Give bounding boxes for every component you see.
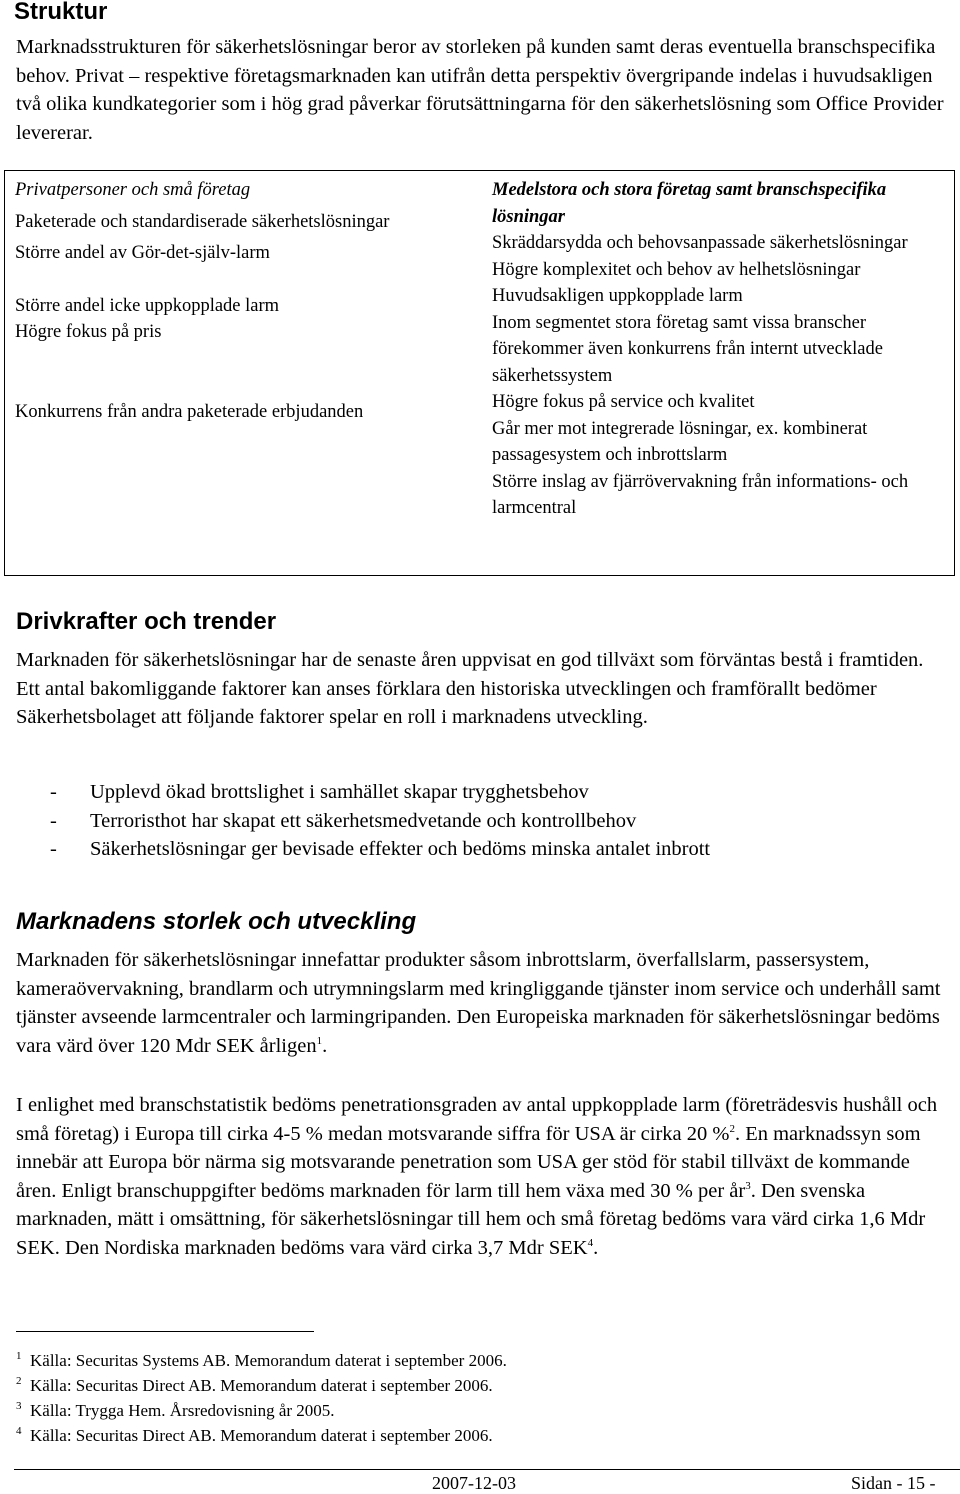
table-cell: Inom segmentet stora företag samt vissa branscher förekommer även konkurrens från internt utvecklade säkerhetssystem [492, 312, 883, 386]
table-cell: Större andel av Gör-det-själv-larm [15, 243, 270, 263]
dash-bullet: - [50, 809, 57, 832]
footnote-ref[interactable]: 2 [729, 1122, 735, 1135]
list-item-text: Terroristhot har skapat ett säkerhetsmedvetande och kontrollbehov [90, 809, 637, 832]
table-column-private [15, 177, 475, 425]
footnote [16, 1373, 507, 1398]
footnote-text: Källa: Trygga Hem. Årsredovisning år 2005. [30, 1401, 335, 1420]
table-cell: Konkurrens från andra paketerade erbjudanden [15, 401, 364, 422]
table-cell: Högre fokus på service och kvalitet [492, 392, 755, 412]
heading-marknadens-storlek: Marknadens storlek och utveckling [16, 908, 417, 935]
table-cell: Paketerade och standardiserade säkerhetslösningar [15, 211, 390, 232]
list-item [50, 778, 950, 807]
footer-page-number: Sidan - 15 - [851, 1473, 936, 1493]
dash-bullet: - [50, 838, 57, 860]
market-size-paragraph [16, 946, 951, 1060]
table-header-corporate: Medelstora och stora företag samt branschspecifika lösningar [492, 180, 887, 227]
paragraph-text: . En marknadssyn som innebär att Europa bör närma sig motsvarande penetration som USA ger stöd för stabil tillväxt de kommande åren. Enligt branschuppgifter bedöms marknaden för larm till hem växa med 30 % per år [16, 1122, 921, 1202]
footnote-divider [16, 1331, 314, 1332]
footnote-ref[interactable]: 4 [587, 1236, 594, 1249]
table-header-private: Privatpersoner och små företag [15, 180, 251, 200]
footnote-text: Källa: Securitas Direct AB. Memorandum daterat i september 2006. [30, 1426, 493, 1445]
list-item-text: Säkerhetslösningar ger bevisade effekter och bedöms minska antalet inbrott [90, 838, 711, 860]
table-cell: Skräddarsydda och behovsanpassade säkerhetslösningar [492, 233, 908, 253]
table-cell: Större inslag av fjärrövervakning från informations- och larmcentral [492, 471, 909, 518]
table-cell: Går mer mot integrerade lösningar, ex. kombinerat passagesystem och inbrottslarm [492, 418, 868, 465]
paragraph-text: . Den svenska marknaden, mätt i omsättning, för säkerhetslösningar till hem och små företag bedöms vara värd cirka 1,6 Mdr SEK. Den Nordiska marknaden bedöms vara värd cirka 3,7 Mdr SEK [16, 1179, 926, 1259]
footnote-number: 1 [16, 1350, 22, 1362]
heading-drivkrafter: Drivkrafter och trender [16, 608, 277, 635]
table-cell: Huvudsakligen uppkopplade larm [492, 286, 743, 306]
list-item [50, 807, 950, 836]
footnote-number: 3 [16, 1400, 22, 1412]
paragraph-text: . [322, 1034, 328, 1057]
list-item-text: Upplevd ökad brottslighet i samhället skapar trygghetsbehov [90, 781, 589, 803]
table-cell: Större andel icke uppkopplade larm [15, 295, 280, 316]
paragraph-text: . [593, 1236, 599, 1259]
table-cell: Högre fokus på pris [15, 322, 162, 342]
drivkrafter-paragraph: Marknaden för säkerhetslösningar har de senaste åren uppvisat en god tillväxt som förväntas bestå i framtiden. Ett antal bakomliggande faktorer kan anses förklara den historiska utvecklingen och framförallt bedömer Säkerhetsbolaget att följande faktorer spelar en roll i marknadens utveckling. [16, 649, 924, 728]
footer-date: 2007-12-03 [432, 1473, 516, 1493]
heading-struktur: Struktur [14, 0, 108, 25]
table-column-corporate [492, 177, 947, 522]
footnote [16, 1348, 507, 1373]
footnotes [16, 1348, 507, 1448]
paragraph-text: I enlighet med branschstatistik bedöms penetrationsgraden av antal uppkopplade larm (företrädesvis hushåll och små företag) i Europa till cirka 4-5 % medan motsvarande siffra för USA är cirka 20 % [16, 1094, 938, 1145]
footnote-number: 2 [16, 1375, 22, 1387]
intro-paragraph: Marknadsstrukturen för säkerhetslösningar beror av storleken på kunden samt deras eventuella branschspecifika behov. Privat – respektive företagsmarknaden kan utifrån detta perspektiv övergripande indelas i huvudsakligen två olika kundkategorier som i hög grad påverkar förutsättningarna för den säkerhetslösning som Office Provider levererar. [16, 36, 944, 144]
dash-bullet: - [50, 781, 57, 803]
footnote [16, 1398, 507, 1423]
footnote-ref[interactable]: 1 [316, 1034, 323, 1047]
penetration-paragraph [16, 1091, 951, 1262]
list-item [50, 835, 950, 864]
footnote-ref[interactable]: 3 [745, 1179, 751, 1192]
footnote [16, 1423, 507, 1448]
footer-divider [14, 1469, 960, 1470]
table-cell: Högre komplexitet och behov av helhetslösningar [492, 259, 861, 280]
paragraph-text: Marknaden för säkerhetslösningar innefattar produkter såsom inbrottslarm, överfallslarm, passersystem, kameraövervakning, brandlarm och utrymningslarm med kringliggande tjänster inom service och underhåll samt tjänster avseende larmcentraler och larmingripanden. Den Europeiska marknaden för säkerhetslösningar bedöms vara värd över 120 Mdr SEK årligen [16, 949, 941, 1057]
drivers-list [50, 778, 950, 864]
footnote-number: 4 [16, 1425, 22, 1437]
comparison-table [4, 170, 955, 576]
footnote-text: Källa: Securitas Systems AB. Memorandum daterat i september 2006. [30, 1351, 507, 1370]
footnote-text: Källa: Securitas Direct AB. Memorandum daterat i september 2006. [30, 1376, 493, 1395]
